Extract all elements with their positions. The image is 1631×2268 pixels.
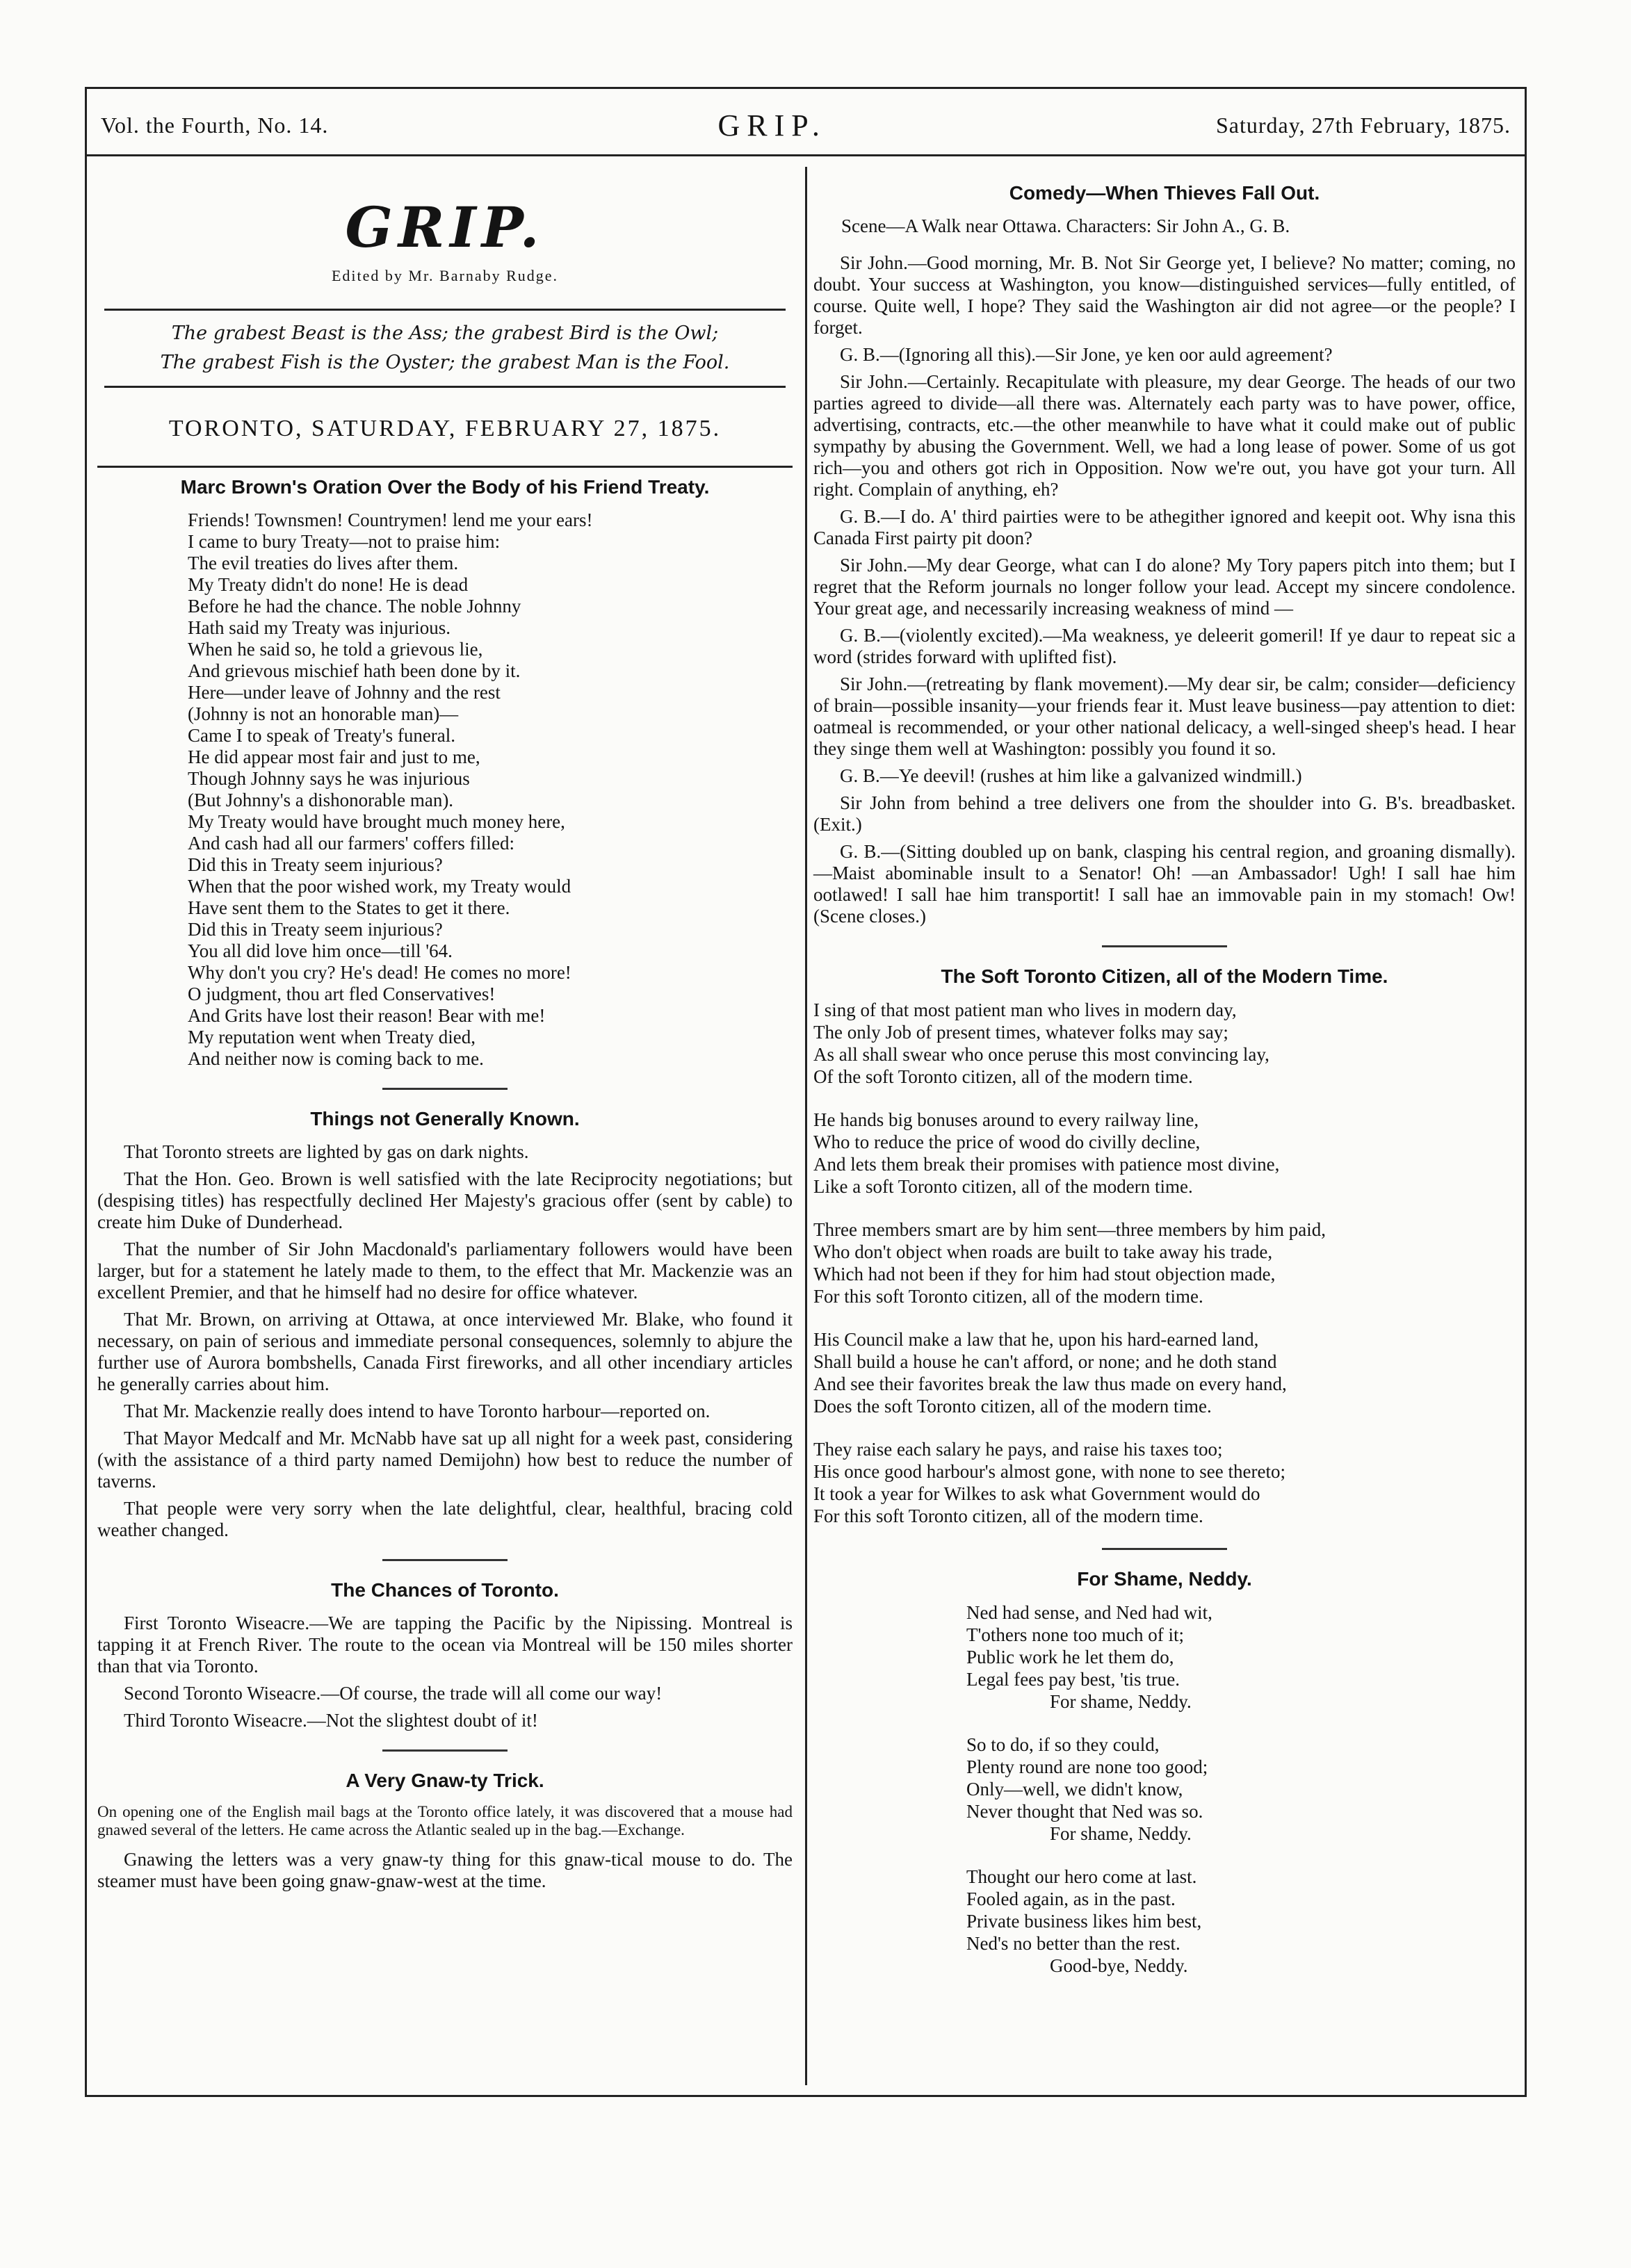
comedy-scene: Scene—A Walk near Ottawa. Characters: Sir John A., G. B. bbox=[841, 215, 1290, 236]
poem-line: Did this in Treaty seem injurious? bbox=[188, 854, 443, 875]
stanza bbox=[813, 1218, 1516, 1307]
poem-line: And Grits have lost their reason! Bear with me! bbox=[188, 1005, 546, 1026]
divider bbox=[1102, 945, 1227, 947]
gnawty-body-wrap bbox=[97, 1849, 793, 1892]
oration-poem bbox=[188, 509, 793, 1070]
poem-line: Friends! Townsmen! Countrymen! lend me your ears! bbox=[188, 509, 593, 530]
motto-line: The grabest Beast is the Ass; the grabest Bird is the Owl; bbox=[171, 323, 719, 344]
verse-line: Legal fees pay best, 'tis true. bbox=[966, 1669, 1180, 1690]
refrain-line: For shame, Neddy. bbox=[1050, 1691, 1192, 1712]
divider bbox=[1102, 1548, 1227, 1550]
oration-title: Marc Brown's Oration Over the Body of his Friend Treaty. bbox=[180, 476, 710, 498]
verse-line: For this soft Toronto citizen, all of the modern time. bbox=[813, 1286, 1203, 1307]
verse-line: For this soft Toronto citizen, all of the modern time. bbox=[813, 1506, 1203, 1526]
comedy-paragraph: Sir John.—Good morning, Mr. B. Not Sir George yet, I believe? No matter; coming, no doubt. Your success at Washington, you know—distinguished services—fully entitled, of course. Quite well, I hope? They said the Washington air did not agree—or the people? I forget. bbox=[813, 252, 1516, 338]
comedy-paragraph: Sir John.—Certainly. Recapitulate with pleasure, my dear George. The heads of our two parties agreed to divide—all there was. Alternately each party was to have power, office, advertising, contracts, etc.—the other meanwhile to have what it could make out of public sympathy by abusing the Government. Well, we had a long lease of power. Some of us got rich—you and others got rich in Opposition. Now we're out, you have got your turn. All right. Complain of anything, eh? bbox=[813, 371, 1516, 500]
verse-line: Plenty round are none too good; bbox=[966, 1756, 1208, 1777]
verse-line: Never thought that Ned was so. bbox=[966, 1801, 1203, 1822]
poem-line: Did this in Treaty seem injurious? bbox=[188, 919, 443, 940]
things-paragraph: That Mr. Brown, on arriving at Ottawa, at once interviewed Mr. Blake, who found it necessary, on pain of serious and immediate personal consequences, solemnly to abjure the further use of Aurora bombshells, Canada First fireworks, and all other incendiary articles he generally carries about him. bbox=[97, 1309, 793, 1394]
verse-line: So to do, if so they could, bbox=[966, 1734, 1160, 1755]
comedy-paragraph: G. B.—(Ignoring all this).—Sir Jone, ye ken oor auld agreement? bbox=[840, 344, 1333, 365]
refrain-line: Good-bye, Neddy. bbox=[1050, 1955, 1188, 1976]
stanza bbox=[966, 1733, 1516, 1845]
comedy-title: Comedy—When Thieves Fall Out. bbox=[1009, 182, 1320, 204]
poem-line: (Johnny is not an honorable man)— bbox=[188, 703, 459, 724]
stanza bbox=[813, 1438, 1516, 1527]
divider bbox=[382, 1559, 508, 1561]
poem-line: Before he had the chance. The noble Johnny bbox=[188, 596, 521, 617]
poem-line: (But Johnny's a dishonorable man). bbox=[188, 790, 454, 810]
verse-line: Thought our hero come at last. bbox=[966, 1866, 1197, 1887]
things-paragraph: That Mayor Medcalf and Mr. McNabb have sat up all night for a week past, considering (with the assistance of a third party named Demijohn) how best to reduce the number of taverns. bbox=[97, 1428, 793, 1492]
comedy-paragraph: Sir John.—My dear George, what can I do alone? My Tory papers pitch into them; but I regret that the Reform journals no longer follow your lead. Accept my sincere condolence. Your great age, and necessarily increasing weakness of mind — bbox=[813, 555, 1516, 619]
poem-line: I came to bury Treaty—not to praise him: bbox=[188, 531, 501, 552]
things-paragraph: That the number of Sir John Macdonald's parliamentary followers would have been larger, but for a statement he lately made to them, to the effect that Mr. Mackenzie was an excellent Premier, and that he himself had no desire for office whatever. bbox=[97, 1239, 793, 1303]
verse-line: His once good harbour's almost gone, with none to see thereto; bbox=[813, 1461, 1285, 1482]
poem-line: My reputation went when Treaty died, bbox=[188, 1027, 476, 1047]
things-paragraph: That the Hon. Geo. Brown is well satisfied with the late Reciprocity negotiations; but (despising titles) has respectfully declined Her Majesty's gracious offer (sent by cable) to create him Duke of Dunderhead. bbox=[97, 1168, 793, 1232]
editor-line: Edited by Mr. Barnaby Rudge. bbox=[331, 267, 559, 284]
divider bbox=[97, 466, 793, 468]
chances-paragraph: Second Toronto Wiseacre.—Of course, the trade will all come our way! bbox=[124, 1683, 663, 1704]
comedy-paragraph: Sir John from behind a tree delivers one from the shoulder into G. B's. breadbasket. (Exit.) bbox=[813, 792, 1516, 835]
stanza bbox=[813, 1109, 1516, 1198]
masthead bbox=[87, 104, 1525, 146]
verse-line: Only—well, we didn't know, bbox=[966, 1779, 1183, 1800]
verse-line: And lets them break their promises with patience most divine, bbox=[813, 1154, 1280, 1175]
poem-line: Here—under leave of Johnny and the rest bbox=[188, 682, 501, 703]
right-column bbox=[813, 174, 1516, 1998]
verse-line: Three members smart are by him sent—three members by him paid, bbox=[813, 1219, 1326, 1240]
poem-line: My Treaty didn't do none! He is dead bbox=[188, 574, 469, 595]
comedy-paragraph: G. B.—(violently excited).—Ma weakness, ye deleerit gomeril! If ye daur to repeat sic a word (strides forward with uplifted fist). bbox=[813, 625, 1516, 667]
comedy-paragraph: G. B.—Ye deevil! (rushes at him like a galvanized windmill.) bbox=[840, 765, 1302, 786]
poem-line: When he said so, he told a grievous lie, bbox=[188, 639, 483, 660]
poem-line: My Treaty would have brought much money here, bbox=[188, 811, 565, 832]
poem-line: Came I to speak of Treaty's funeral. bbox=[188, 725, 456, 746]
verse-line: And see their favorites break the law thus made on every hand, bbox=[813, 1373, 1287, 1394]
verse-line: Shall build a house he can't afford, or none; and he doth stand bbox=[813, 1351, 1277, 1372]
verse-line: It took a year for Wilkes to ask what Government would do bbox=[813, 1483, 1260, 1504]
stanza bbox=[966, 1866, 1516, 1977]
verse-line: I sing of that most patient man who lives in modern day, bbox=[813, 1000, 1237, 1020]
things-paragraph: That Mr. Mackenzie really does intend to have Toronto harbour—reported on. bbox=[124, 1401, 711, 1421]
poem-line: The evil treaties do lives after them. bbox=[188, 553, 459, 573]
grip-logo: GRIP. bbox=[345, 195, 545, 260]
verse-line: He hands big bonuses around to every railway line, bbox=[813, 1109, 1199, 1130]
poem-line: Why don't you cry? He's dead! He comes no more! bbox=[188, 962, 571, 983]
verse-line: Like a soft Toronto citizen, all of the modern time. bbox=[813, 1176, 1193, 1197]
stanza bbox=[966, 1601, 1516, 1713]
verse-line: Who to reduce the price of wood do civilly decline, bbox=[813, 1132, 1201, 1152]
verse-line: Ned's no better than the rest. bbox=[966, 1933, 1180, 1954]
verse-line: They raise each salary he pays, and raise his taxes too; bbox=[813, 1439, 1223, 1460]
verse-line: Private business likes him best, bbox=[966, 1911, 1202, 1932]
stanza bbox=[813, 1328, 1516, 1417]
chances-body bbox=[97, 1613, 793, 1731]
citizen-title: The Soft Toronto Citizen, all of the Modern Time. bbox=[941, 965, 1388, 987]
verse-line: Fooled again, as in the past. bbox=[966, 1888, 1176, 1909]
gnawty-body: Gnawing the letters was a very gnaw-ty thing for this gnaw-tical mouse to do. The steamer must have been going gnaw-gnaw-west at the time. bbox=[97, 1849, 793, 1891]
stanza bbox=[813, 999, 1516, 1088]
neddy-title: For Shame, Neddy. bbox=[1077, 1568, 1252, 1590]
masthead-rule bbox=[87, 154, 1525, 156]
mottoes bbox=[104, 309, 786, 388]
verse-line: Does the soft Toronto citizen, all of the modern time. bbox=[813, 1396, 1212, 1417]
masthead-date: Saturday, 27th February, 1875. bbox=[1215, 112, 1511, 138]
column-divider bbox=[805, 167, 807, 2085]
refrain-line: For shame, Neddy. bbox=[1050, 1823, 1192, 1844]
divider bbox=[382, 1749, 508, 1752]
comedy-paragraph: Sir John.—(retreating by flank movement).—My dear sir, be calm; consider—deficiency of brain—possible insanity—your friends fear it. Must leave business—pay attention to diet: oatmeal is recommended, or your other national delicacy, a well-singed sheep's head. I hear they singe them well at Washington: possibly you found it so. bbox=[813, 674, 1516, 759]
verse-line: Ned had sense, and Ned had wit, bbox=[966, 1602, 1212, 1623]
things-title: Things not Generally Known. bbox=[310, 1108, 580, 1129]
verse-line: T'others none too much of it; bbox=[966, 1624, 1185, 1645]
verse-line: As all shall swear who once peruse this most convincing lay, bbox=[813, 1044, 1269, 1065]
neddy-poem bbox=[966, 1601, 1516, 1977]
poem-line: When that the poor wished work, my Treaty would bbox=[188, 876, 571, 897]
chances-paragraph: Third Toronto Wiseacre.—Not the slightest doubt of it! bbox=[124, 1710, 538, 1731]
verse-line: Of the soft Toronto citizen, all of the modern time. bbox=[813, 1066, 1193, 1087]
things-paragraph: That Toronto streets are lighted by gas on dark nights. bbox=[124, 1141, 529, 1162]
things-paragraph: That people were very sorry when the late delightful, clear, healthful, bracing cold weather changed. bbox=[97, 1498, 793, 1540]
poem-line: And neither now is coming back to me. bbox=[188, 1048, 484, 1069]
masthead-title: GRIP. bbox=[717, 108, 827, 142]
motto-line: The grabest Fish is the Oyster; the grabest Man is the Fool. bbox=[160, 352, 730, 373]
comedy-paragraph: G. B.—(Sitting doubled up on bank, clasping his central region, and groaning dismally).—Maist abominable insult to a Senator! Oh! —an Ambassador! Ugh! I sall hae him ootlawed! I sall hae him transportit! I sall hae an immovable pain in my stomach! Ow! (Scene closes.) bbox=[813, 841, 1516, 927]
things-body bbox=[97, 1141, 793, 1541]
volume-number: Vol. the Fourth, No. 14. bbox=[101, 112, 329, 138]
comedy-body bbox=[813, 252, 1516, 927]
gnawty-quote: On opening one of the English mail bags at the Toronto office lately, it was discovered that a mouse had gnawed several of the letters. He came across the Atlantic sealed up in the bag.—Exchange. bbox=[97, 1803, 793, 1838]
gnawty-title: A Very Gnaw-ty Trick. bbox=[346, 1770, 544, 1791]
verse-line: Who don't object when roads are built to take away his trade, bbox=[813, 1241, 1273, 1262]
verse-line: The only Job of present times, whatever folks may say; bbox=[813, 1022, 1228, 1043]
poem-line: Have sent them to the States to get it there. bbox=[188, 897, 510, 918]
poem-line: And grievous mischief hath been done by it. bbox=[188, 660, 521, 681]
poem-line: He did appear most fair and just to me, bbox=[188, 747, 480, 767]
comedy-paragraph: G. B.—I do. A' third pairties were to be athegither ignored and keepit oot. Why isna this Canada First pairty pit doon? bbox=[813, 506, 1516, 548]
citizen-poem bbox=[813, 999, 1516, 1527]
poem-line: O judgment, thou art fled Conservatives! bbox=[188, 984, 496, 1004]
poem-line: Though Johnny says he was injurious bbox=[188, 768, 470, 789]
chances-title: The Chances of Toronto. bbox=[331, 1579, 559, 1601]
verse-line: His Council make a law that he, upon his hard-earned land, bbox=[813, 1329, 1259, 1350]
verse-line: Which had not been if they for him had stout objection made, bbox=[813, 1264, 1276, 1284]
poem-line: You all did love him once—till '64. bbox=[188, 940, 453, 961]
poem-line: And cash had all our farmers' coffers filled: bbox=[188, 833, 514, 854]
divider bbox=[382, 1088, 508, 1090]
verse-line: Public work he let them do, bbox=[966, 1647, 1174, 1667]
dateline: TORONTO, SATURDAY, FEBRUARY 27, 1875. bbox=[168, 416, 722, 441]
chances-paragraph: First Toronto Wiseacre.—We are tapping the Pacific by the Nipissing. Montreal is tapping it at French River. The route to the ocean via Montreal will be 150 miles shorter than that via Toronto. bbox=[97, 1613, 793, 1676]
poem-line: Hath said my Treaty was injurious. bbox=[188, 617, 451, 638]
left-column bbox=[97, 174, 793, 1898]
